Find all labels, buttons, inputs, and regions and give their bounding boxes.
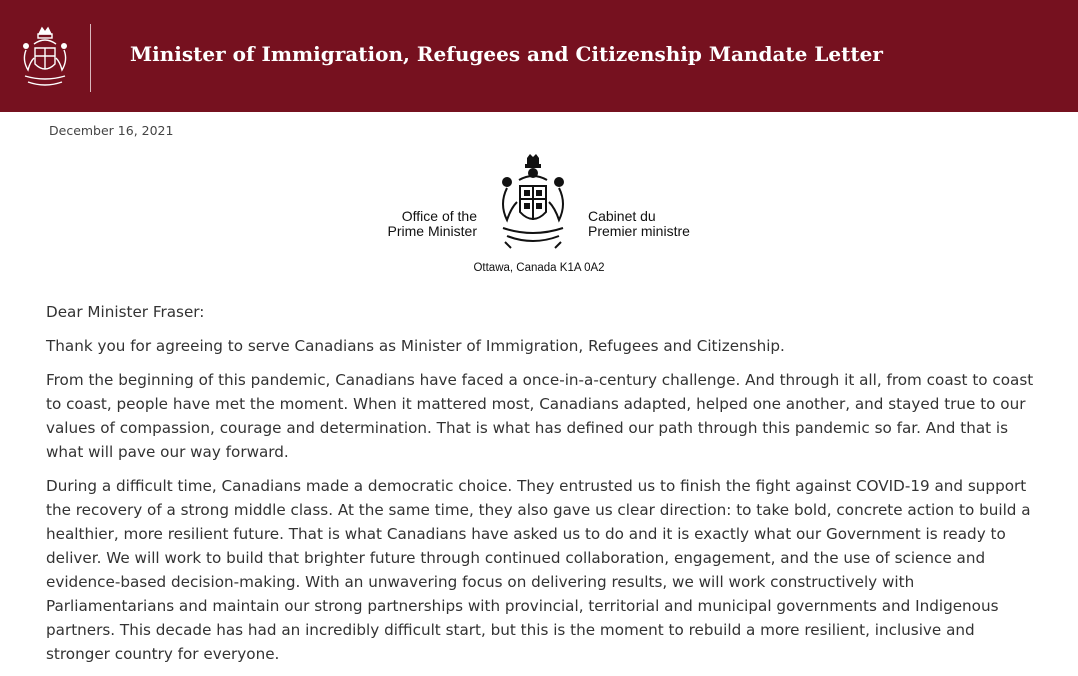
letterhead bbox=[0, 150, 1078, 280]
letterhead-french-line2: Premier ministre bbox=[588, 223, 690, 239]
salutation: Dear Minister Fraser: bbox=[46, 303, 205, 321]
letterhead-address: Ottawa, Canada K1A 0A2 bbox=[473, 262, 605, 274]
letter-date: December 16, 2021 bbox=[49, 123, 174, 138]
coat-of-arms-icon bbox=[497, 154, 569, 250]
page-title: Minister of Immigration, Refugees and Citizenship Mandate Letter bbox=[130, 42, 883, 66]
letterhead-french-line1: Cabinet du bbox=[588, 208, 656, 224]
banner-divider bbox=[90, 24, 91, 92]
paragraph: From the beginning of this pandemic, Canadians have faced a once-in-a-century challenge. And through it all, from coast to coast to coast, people have met the moment. When it mattered most, Canadians adapted, helped one another, and stayed true to our values of compassion, courage and determination. That is what has defined our path through this pandemic so far. And that is what will pave our way forward. bbox=[46, 371, 1034, 461]
letterhead-english bbox=[388, 209, 477, 239]
letter-body bbox=[46, 300, 1038, 676]
coat-of-arms-icon bbox=[20, 24, 70, 90]
letterhead-english-line1: Office of the bbox=[401, 208, 477, 224]
letterhead-english-line2: Prime Minister bbox=[387, 223, 477, 239]
paragraph: Thank you for agreeing to serve Canadians as Minister of Immigration, Refugees and Citizenship. bbox=[46, 337, 785, 355]
letterhead-french bbox=[588, 209, 690, 239]
paragraph: During a difficult time, Canadians made a democratic choice. They entrusted us to finish the fight against COVID-19 and support the recovery of a strong middle class. At the same time, they also gave us clear direction: to take bold, concrete action to build a healthier, more resilient future. That is what Canadians have asked us to do and it is exactly what our Government is ready to deliver. We will work to build that brighter future through continued collaboration, engagement, and the use of science and evidence-based decision-making. With an unwavering focus on delivering results, we will work constructively with Parliamentarians and maintain our strong partnerships with provincial, territorial and municipal governments and Indigenous partners. This decade has had an incredibly difficult start, but this is the moment to rebuild a more resilient, inclusive and stronger country for everyone. bbox=[46, 477, 1031, 663]
page-banner bbox=[0, 0, 1078, 112]
